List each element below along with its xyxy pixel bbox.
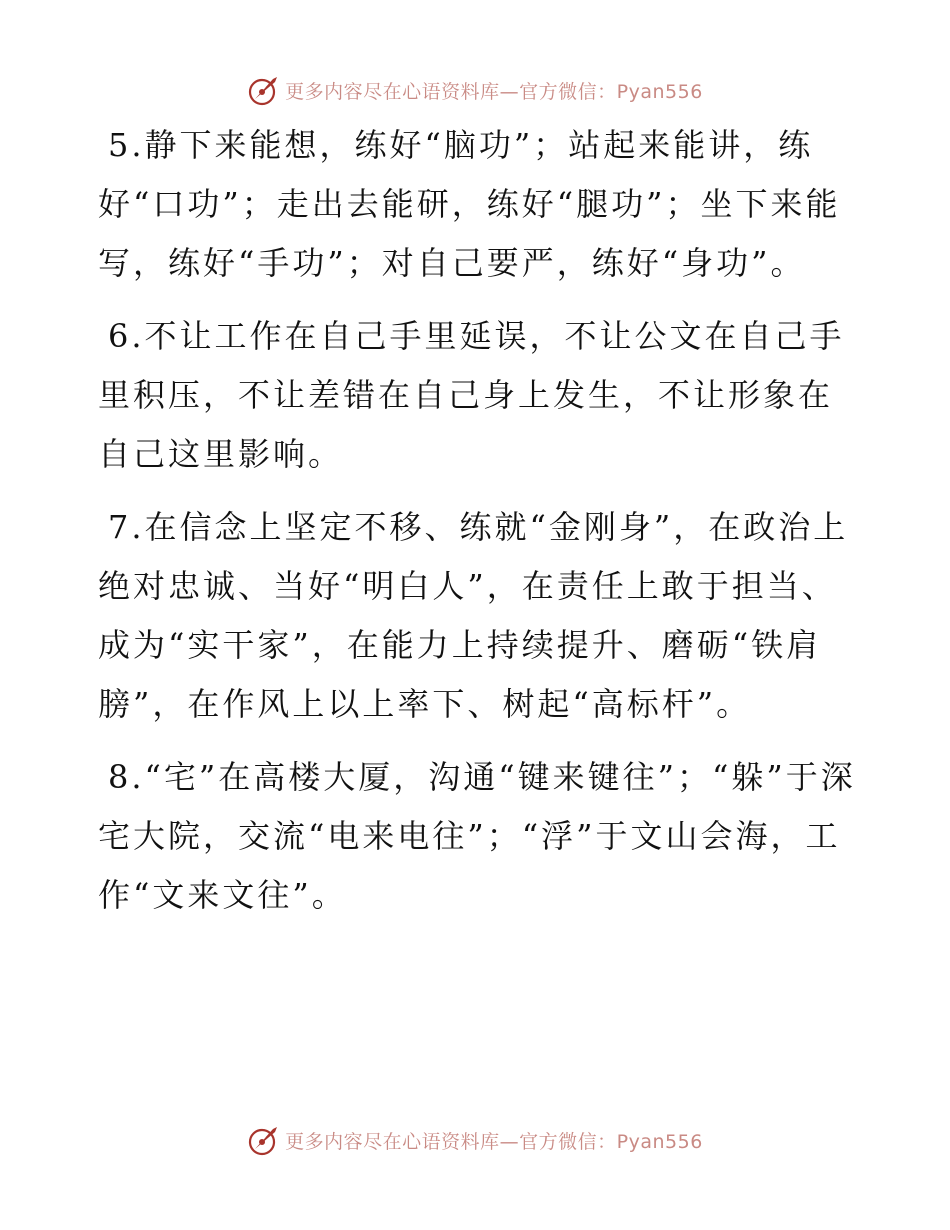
footer-banner-text: 更多内容尽在心语资料库—官方微信：Pyan556 — [285, 1130, 703, 1153]
paragraph-8-number: 8. — [108, 758, 145, 796]
quill-pen-logo-icon — [247, 1123, 281, 1157]
paragraph-5-text: 静下来能想，练好“脑功”；站起来能讲，练好“口功”；走出去能研，练好“腿功”；坐下来能写，练好“手功”；对自己要严，练好“身功”。 — [98, 126, 841, 282]
paragraph-6 — [98, 307, 858, 484]
paragraph-7-number: 7. — [108, 508, 145, 546]
document-body — [98, 116, 858, 939]
quill-pen-logo-icon — [247, 73, 281, 107]
paragraph-7-text: 在信念上坚定不移、练就“金刚身”，在政治上绝对忠诚、当好“明白人”，在责任上敢于担当、成为“实干家”，在能力上持续提升、磨砺“铁肩膀”，在作风上以上率下、树起“高标杆”。 — [98, 508, 849, 723]
paragraph-7 — [98, 498, 858, 734]
paragraph-6-number: 6. — [108, 317, 145, 355]
header-banner-text: 更多内容尽在心语资料库—官方微信：Pyan556 — [285, 80, 703, 103]
footer-banner — [0, 1120, 950, 1160]
paragraph-5-number: 5. — [108, 126, 145, 164]
paragraph-8-text: “宅”在高楼大厦，沟通“键来键往”；“躲”于深宅大院，交流“电来电往”；“浮”于文山会海，工作“文来文往”。 — [98, 758, 856, 914]
paragraph-8 — [98, 748, 858, 925]
paragraph-5 — [98, 116, 858, 293]
header-banner — [0, 70, 950, 110]
paragraph-6-text: 不让工作在自己手里延误，不让公文在自己手里积压，不让差错在自己身上发生，不让形象在自己这里影响。 — [98, 317, 845, 473]
